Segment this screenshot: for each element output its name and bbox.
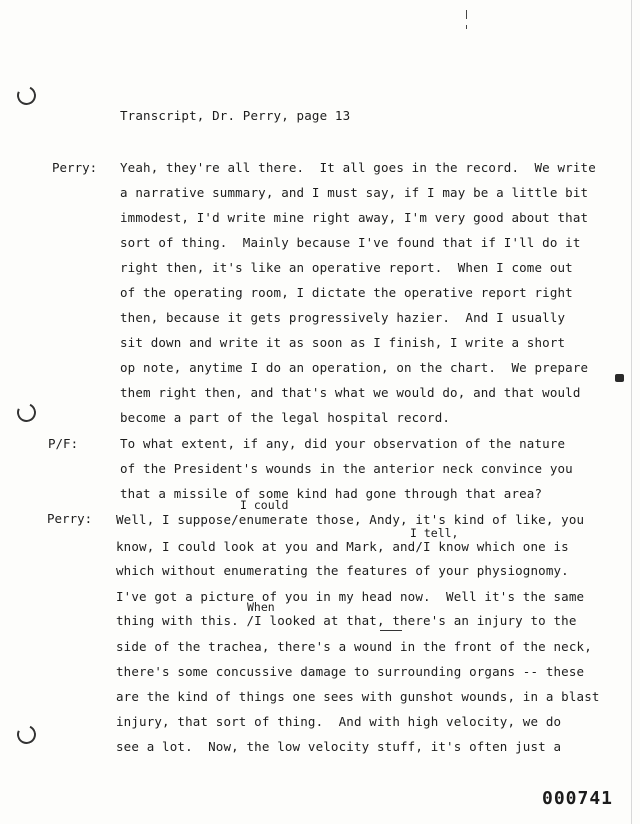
transcript-line: of the President's wounds in the anterior neck convince you [120, 461, 573, 476]
insert-text: I could [240, 498, 289, 512]
transcript-line: a narrative summary, and I must say, if I may be a little bit [120, 185, 589, 200]
strike-mark [380, 630, 402, 631]
transcript-line: there's some concussive damage to surrounding organs -- these [116, 664, 585, 679]
page-header: Transcript, Dr. Perry, page 13 [120, 108, 351, 123]
transcript-line: Well, I suppose/enumerate those, Andy, it's kind of like, you [116, 512, 585, 527]
transcript-line: are the kind of things one sees with gunshot wounds, in a blast [116, 689, 600, 704]
transcript-line: know, I could look at you and Mark, and/I know which one is [116, 539, 569, 554]
transcript-line: then, because it gets progressively hazier. And I usually [120, 310, 566, 325]
binder-hole-middle [14, 400, 38, 424]
document-number: 000741 [542, 788, 614, 809]
speaker-label: Perry: [47, 511, 93, 526]
transcript-line: sit down and write it as soon as I finish, I write a short [120, 335, 566, 350]
insert-text: I tell, [410, 526, 459, 540]
scan-mark [466, 10, 467, 19]
speaker-label: Perry: [52, 160, 98, 175]
transcript-line: I've got a picture of you in my head now. Well it's the same [116, 589, 585, 604]
transcript-line: see a lot. Now, the low velocity stuff, it's often just a [116, 739, 562, 754]
transcript-line: sort of thing. Mainly because I've found that if I'll do it [120, 235, 581, 250]
transcript-line: op note, anytime I do an operation, on the chart. We prepare [120, 360, 589, 375]
transcript-line: injury, that sort of thing. And with high velocity, we do [116, 714, 562, 729]
insert-text: When [247, 600, 275, 614]
transcript-line: side of the trachea, there's a wound in the front of the neck, [116, 639, 592, 654]
transcript-line: which without enumerating the features of your physiognomy. [116, 563, 569, 578]
binder-hole-top [14, 83, 38, 107]
speaker-label: P/F: [48, 436, 79, 451]
scan-mark [615, 374, 624, 382]
transcript-line: that a missile of some kind had gone through that area? [120, 486, 543, 501]
scan-mark [466, 25, 467, 29]
transcript-line: immodest, I'd write mine right away, I'm very good about that [120, 210, 589, 225]
transcript-line: become a part of the legal hospital record. [120, 410, 451, 425]
binder-hole-bottom [14, 722, 38, 746]
transcript-line: right then, it's like an operative report. When I come out [120, 260, 573, 275]
transcript-line: them right then, and that's what we would do, and that would [120, 385, 581, 400]
transcript-line: of the operating room, I dictate the operative report right [120, 285, 573, 300]
transcript-line: To what extent, if any, did your observation of the nature [120, 436, 566, 451]
transcript-line: thing with this. /I looked at that, there's an injury to the [116, 613, 577, 628]
transcript-line: Yeah, they're all there. It all goes in the record. We write [120, 160, 596, 175]
page-edge [631, 0, 632, 824]
